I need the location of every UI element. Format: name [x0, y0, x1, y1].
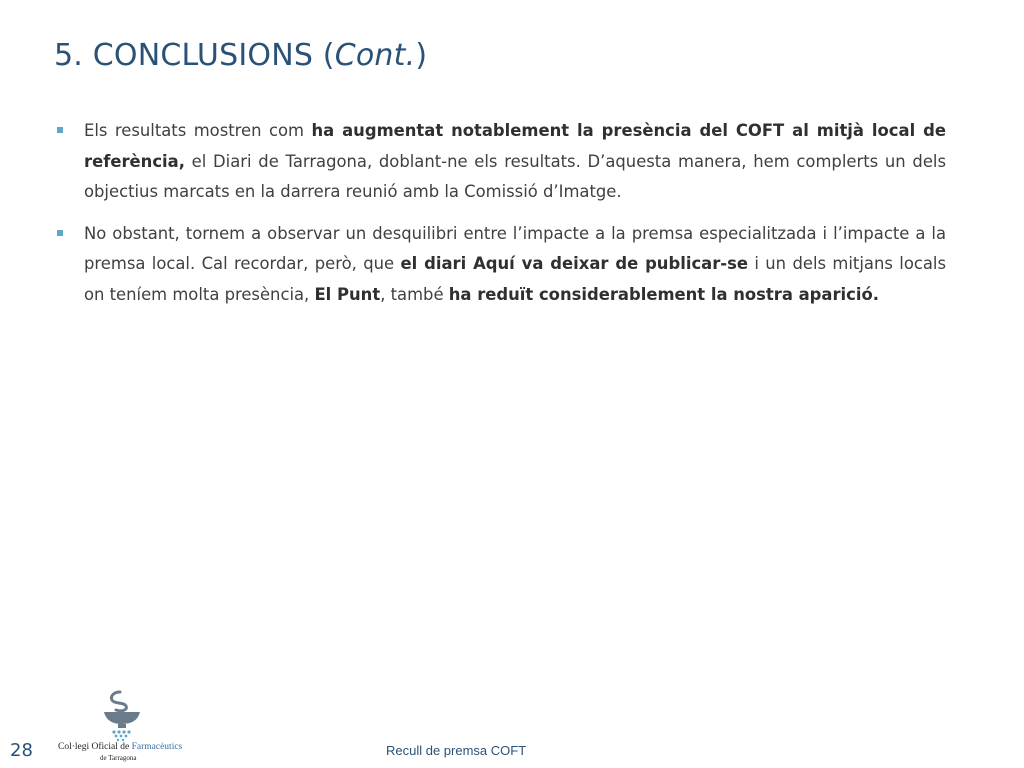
bullet-item-1	[55, 116, 946, 208]
logo-text	[58, 742, 182, 752]
title-main: 5. CONCLUSIONS (	[54, 38, 335, 73]
title-end: )	[415, 38, 428, 73]
slide-title	[54, 38, 427, 73]
bullet-item-2	[55, 219, 946, 311]
page-number: 28	[10, 740, 33, 761]
logo-text-highlight: Farmacèutics	[131, 742, 183, 752]
bold-text-run: el diari Aquí va deixar de publicar-se	[400, 254, 748, 273]
bold-text-run: ha reduït considerablement la nostra aparició.	[448, 284, 879, 304]
square-bullet-icon	[57, 230, 63, 236]
square-bullet-icon	[57, 127, 63, 133]
text-run: , també	[380, 284, 449, 304]
pharmacy-bowl-serpent-icon	[96, 688, 156, 744]
bullet-text	[84, 224, 946, 304]
logo-text-prefix: Col·legi Oficial de	[58, 742, 132, 752]
footer-caption: Recull de premsa COFT	[386, 743, 527, 758]
bold-text-run: El Punt	[314, 284, 381, 304]
title-italic: Cont.	[334, 38, 416, 73]
text-run: Els resultats mostren com	[84, 121, 312, 140]
text-run: No obstant, tornem a observar un desquilibri entre l’impacte a la premsa especialitzada i l’impacte a la premsa local. Cal recordar, però, que	[84, 223, 946, 273]
bold-text-run: ha augmentat notablement la presència del COFT al mitjà local de referència,	[84, 121, 946, 171]
text-run: el Diari de Tarragona, doblant-ne els resultats. D’aquesta manera, hem complerts un dels objectius marcats en la darrera reunió amb la Comissió d’Imatge.	[84, 151, 946, 201]
logo-subtext: de Tarragona	[100, 754, 137, 762]
bullet-text	[84, 121, 946, 201]
bullet-list	[55, 116, 946, 321]
text-run: i un dels mitjans locals on teníem molta presència,	[84, 254, 947, 304]
coft-logo	[56, 688, 196, 764]
